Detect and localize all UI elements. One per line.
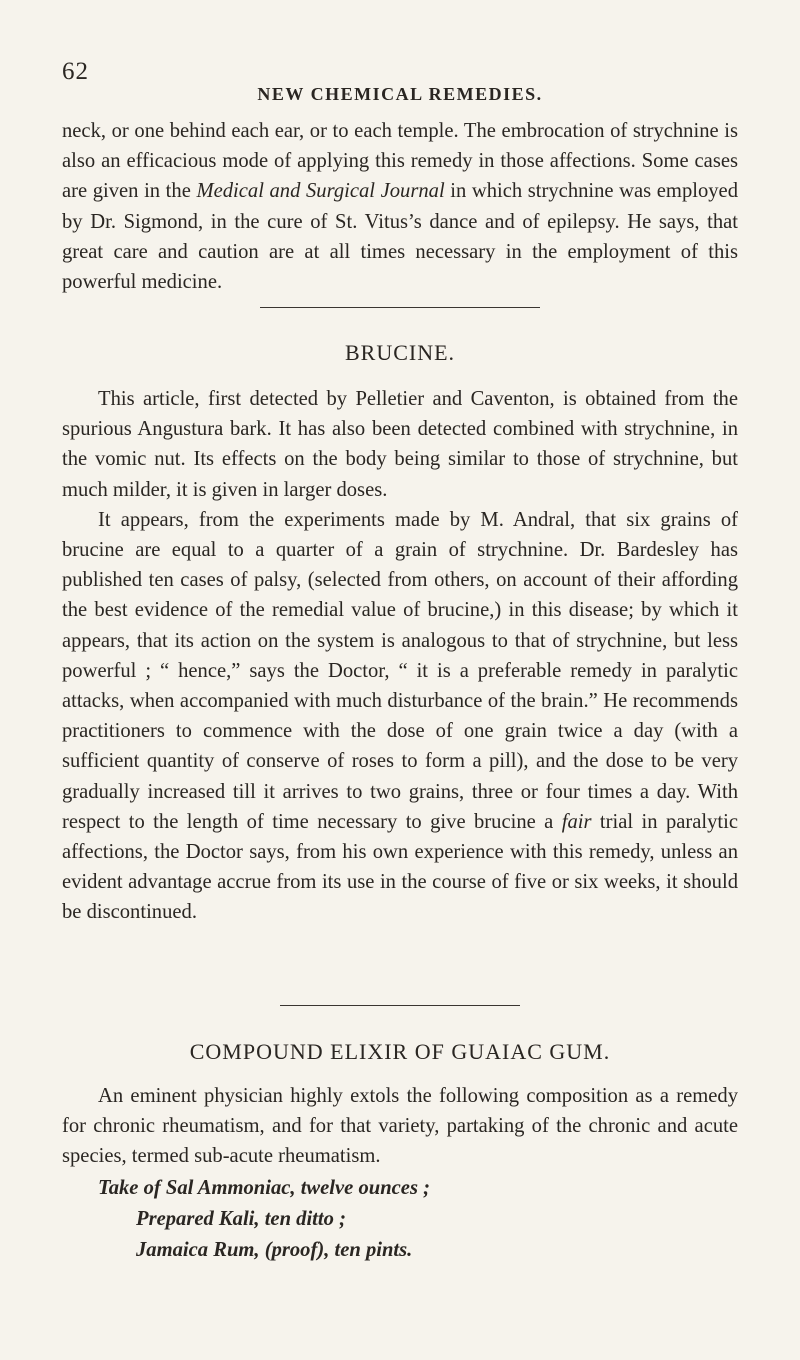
brucine-paragraph-1: This article, first detected by Pelletier and Caventon, is obtained from the spurious Angustura bark. It has also been detected combined with strychnine, in the vomic nut. Its effects on the body being similar to those of strychnine, but much milder, it is given in larger doses. bbox=[62, 388, 738, 501]
section-divider bbox=[260, 307, 540, 308]
intro-text-b: in which strychnine was employed by Dr. Sigmond, in the cure of St. Vitus’s dance and of epilepsy. He says, that great care and caution are at all times necessary in the employment of this powerful medicine. bbox=[62, 180, 738, 294]
section-heading-brucine: BRUCINE. bbox=[344, 340, 456, 365]
intro-text-a: neck, or one behind each ear, or to each temple. The embrocation of strychnine is also an efficacious mode of applying this remedy in those affections. Some cases are given in the bbox=[62, 120, 738, 203]
intro-paragraph bbox=[62, 116, 738, 297]
section-divider bbox=[280, 1005, 520, 1006]
running-head: NEW CHEMICAL REMEDIES. bbox=[257, 84, 543, 104]
elixir-paragraph: An eminent physician highly extols the following composition as a remedy for chronic rheumatism, and for that variety, partaking of the chronic and acute species, termed sub-acute rheumatism. bbox=[62, 1085, 738, 1168]
emphasis-fair: fair bbox=[561, 810, 592, 833]
journal-title: Medical and Surgical Journal bbox=[196, 180, 445, 203]
brucine-paragraph-2 bbox=[62, 505, 738, 928]
brucine-text-b: trial in paralytic affections, the Doctor says, from his own experience with this remedy, unless an evident advantage accrue from its use in the course of five or six weeks, it should be discontinued. bbox=[62, 810, 738, 924]
elixir-section bbox=[62, 1081, 738, 1172]
brucine-text-a: It appears, from the experiments made by M. Andral, that six grains of brucine are equal to a quarter of a grain of strychnine. Dr. Bardesley has published ten cases of palsy, (selected from others, on account of their affording the best evidence of the remedial value of brucine,) in this disease; by which it appears, that its action on the system is analogous to that of strychnine, but less powerful ; “ hence,” says the Doctor, “ it is a preferable remedy in paralytic attacks, when accompanied with much disturbance of the brain.” He recommends practitioners to commence with the dose of one grain twice a day (with a sufficient quantity of conserve of roses to form a pill), and the dose to be very gradually increased till it arrives to two grains, three or four times a day. With respect to the length of time necessary to give brucine a bbox=[62, 508, 738, 833]
recipe bbox=[98, 1173, 430, 1266]
recipe-line: Prepared Kali, ten ditto ; bbox=[136, 1208, 346, 1230]
page-number: 62 bbox=[62, 58, 89, 85]
recipe-line: Take of Sal Ammoniac, twelve ounces ; bbox=[98, 1177, 430, 1199]
intro-section bbox=[62, 116, 738, 297]
brucine-section bbox=[62, 384, 738, 928]
recipe-line: Jamaica Rum, (proof), ten pints. bbox=[136, 1239, 413, 1261]
section-heading-elixir: COMPOUND ELIXIR OF GUAIAC GUM. bbox=[189, 1039, 611, 1064]
